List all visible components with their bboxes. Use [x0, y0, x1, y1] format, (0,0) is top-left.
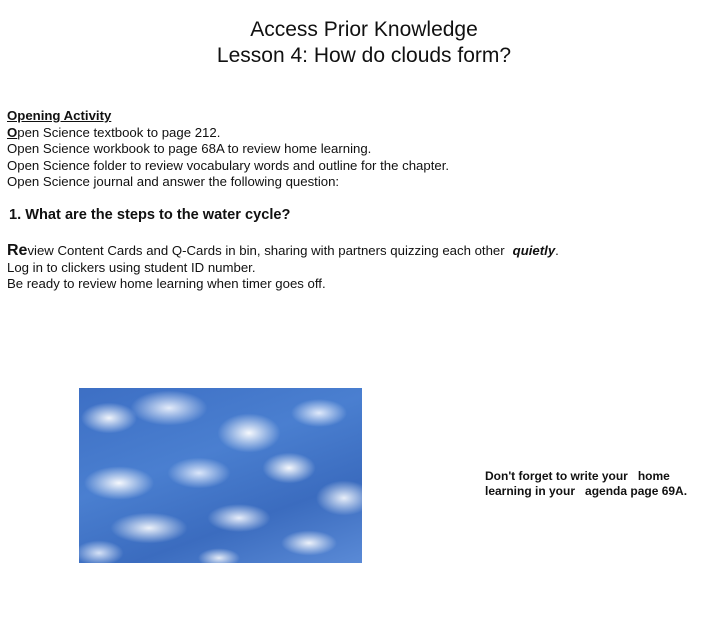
title-line-2: Lesson 4: How do clouds form?: [216, 44, 512, 67]
review-line: Log in to clickers using student ID number.: [7, 259, 256, 275]
review-text: view Content Cards and Q-Cards in bin, sharing with partners quizzing each other: [27, 243, 505, 258]
review-lead: Re: [7, 242, 28, 259]
review-emphasis: quietly: [512, 243, 556, 258]
reminder-line-1: Don't forget to write your home: [485, 469, 670, 483]
activity-item-text: pen Science textbook to page 212.: [17, 124, 221, 140]
activity-item: Open Science journal and answer the following question:: [7, 174, 340, 189]
review-line: Be ready to review home learning when timer goes off.: [7, 276, 326, 291]
activity-item: [7, 125, 449, 142]
activity-item-lead: O: [7, 124, 18, 140]
review-end: .: [555, 243, 559, 258]
activity-item: Open Science workbook to page 68A to review home learning.: [7, 141, 372, 156]
title-line-1: Access Prior Knowledge: [250, 18, 478, 41]
review-line: [7, 243, 559, 260]
opening-activity-heading: Opening Activity: [7, 108, 112, 123]
clouds-image: [79, 388, 362, 563]
review-instructions: [7, 243, 559, 293]
journal-question: 1. What are the steps to the water cycle?: [9, 207, 291, 223]
slide-title: [0, 17, 720, 69]
activity-item: Open Science folder to review vocabulary words and outline for the chapter.: [7, 157, 450, 173]
opening-activity: [7, 108, 449, 191]
reminder-line-2: learning in your agenda page 69A.: [485, 484, 688, 498]
home-learning-reminder: [485, 469, 687, 499]
